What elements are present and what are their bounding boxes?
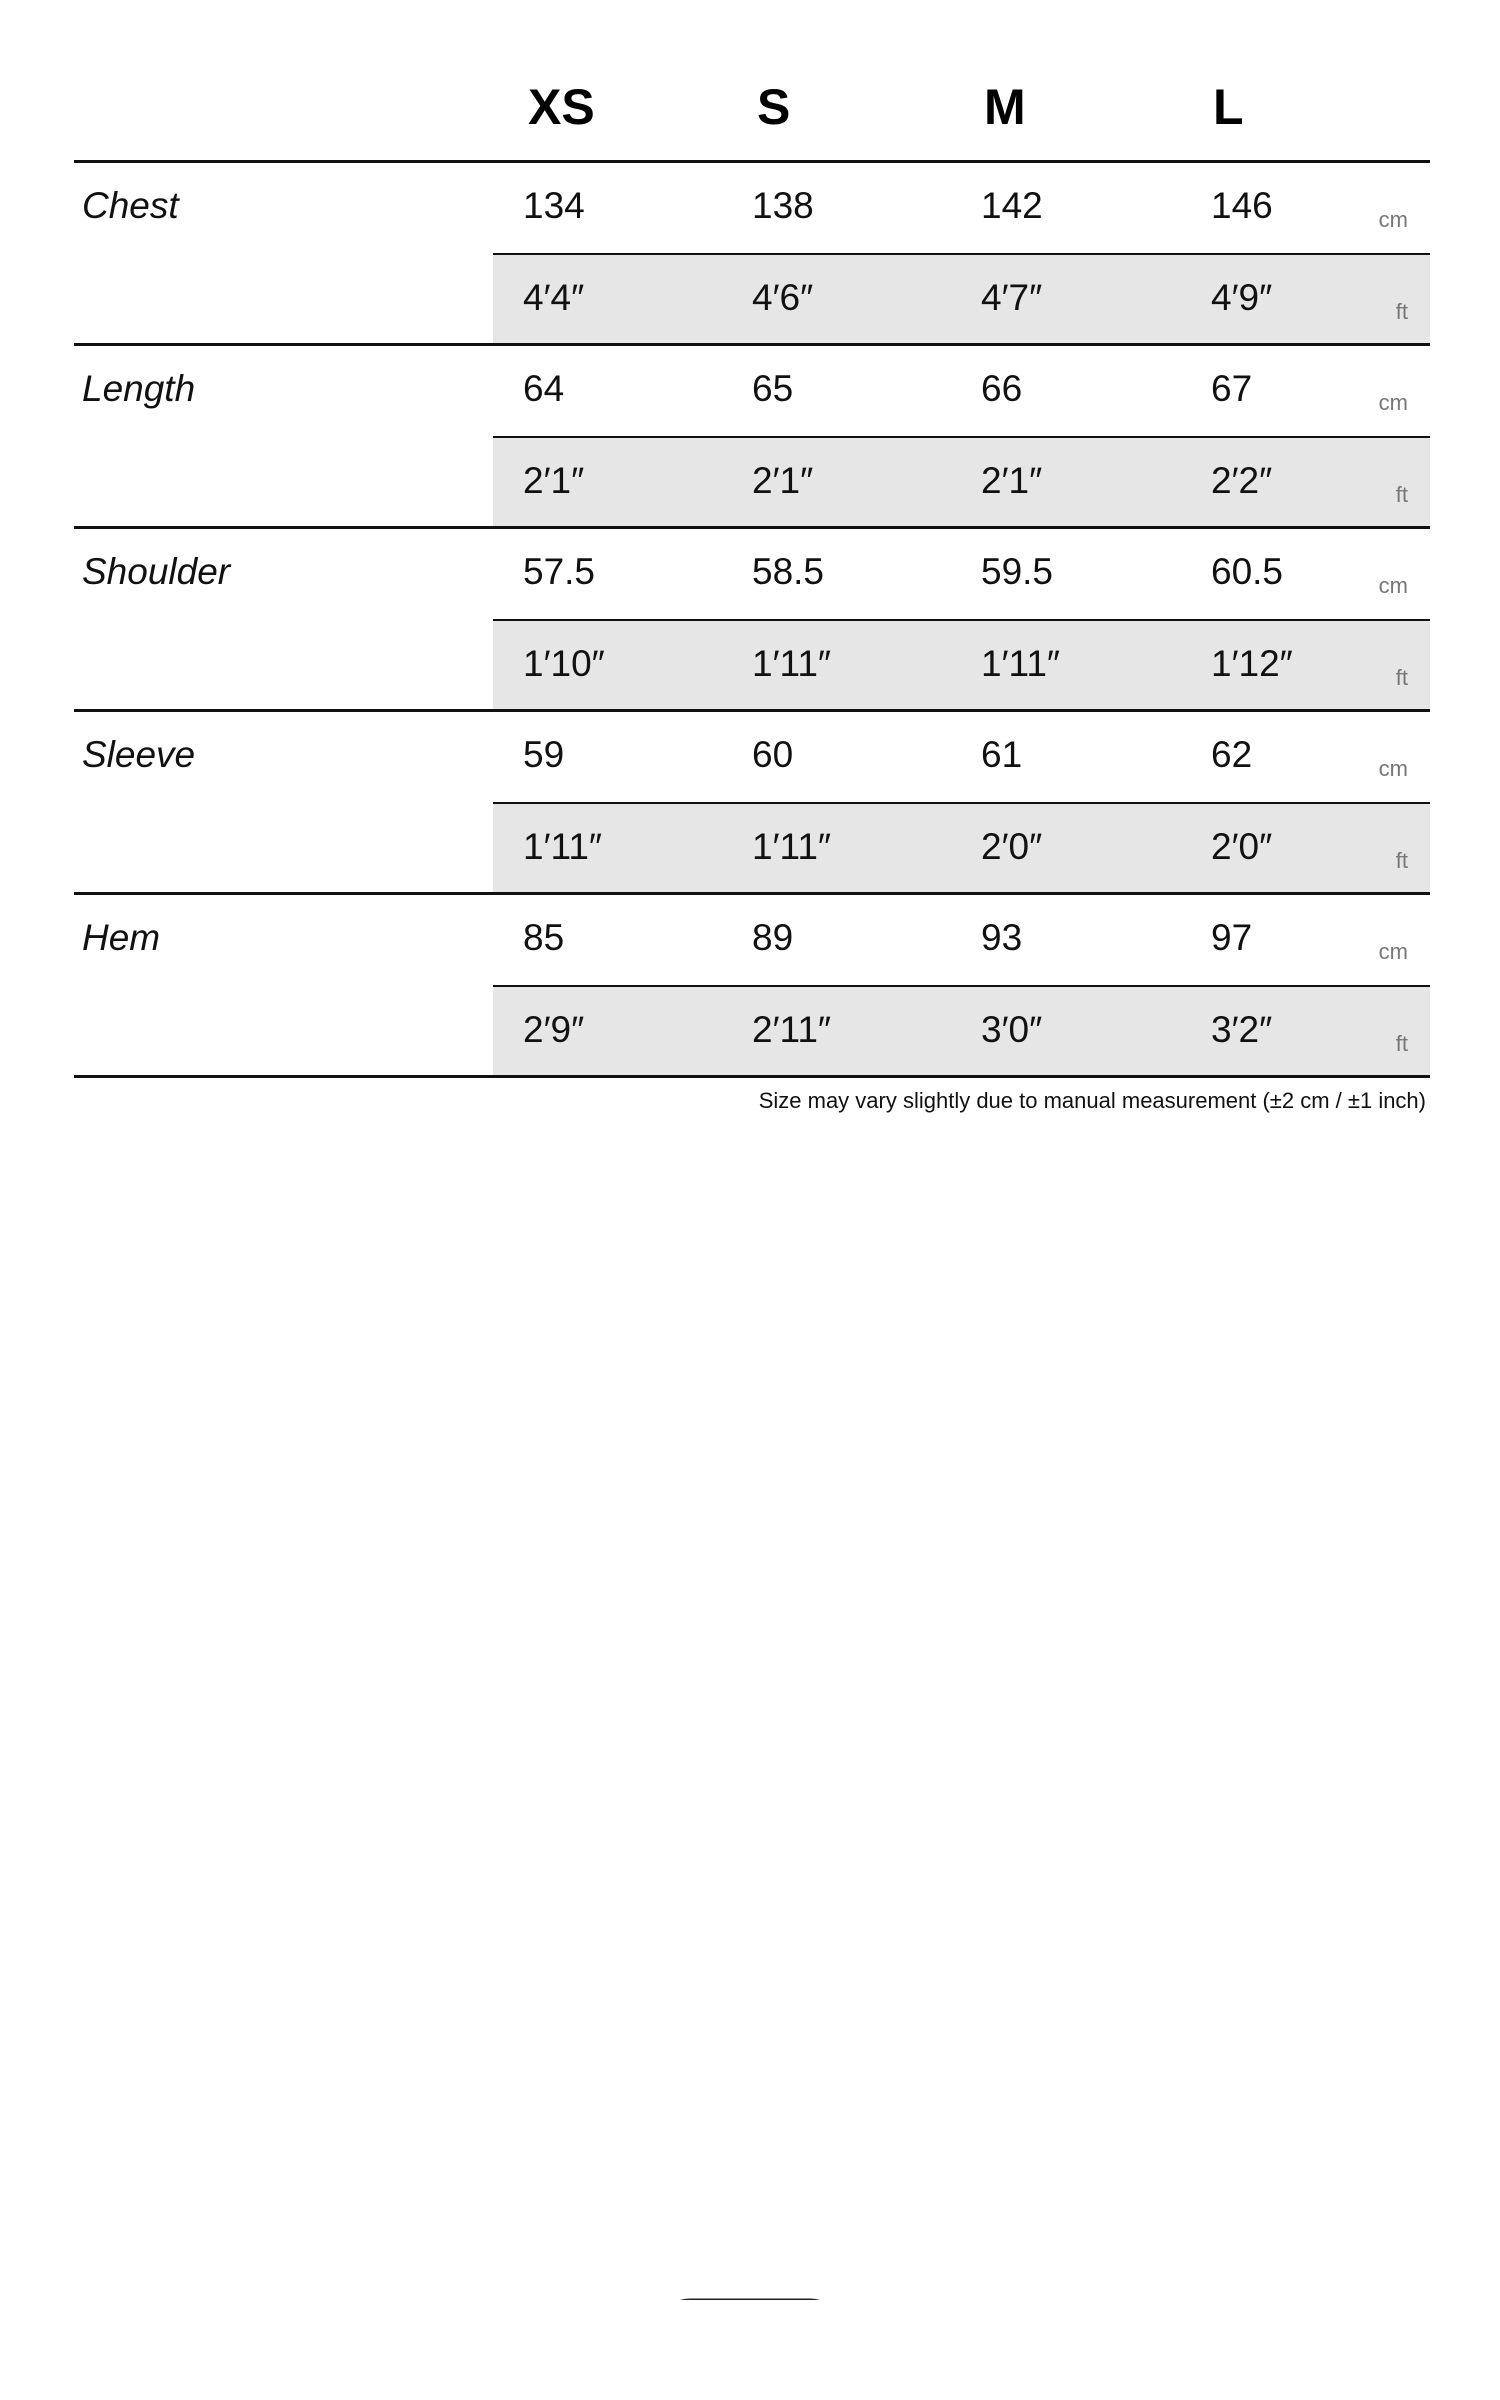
measurement-label: Chest xyxy=(82,185,179,226)
cm-row xyxy=(493,895,1430,983)
unit-ft: ft xyxy=(1395,665,1408,690)
value-cm: 59 xyxy=(523,734,565,775)
value-cm: 93 xyxy=(981,917,1023,958)
value-cm: 60 xyxy=(752,734,794,775)
value-ft: 2′0″ xyxy=(981,826,1043,867)
value-cm: 66 xyxy=(981,368,1023,409)
value-ft: 4′9″ xyxy=(1211,277,1273,318)
jacket-diagram xyxy=(0,1300,1500,2300)
value-ft: 1′11″ xyxy=(981,643,1061,684)
value-cm: 67 xyxy=(1211,368,1253,409)
value-ft: 1′11″ xyxy=(752,826,832,867)
measurement-group-shoulder xyxy=(74,526,1430,709)
ft-row xyxy=(493,985,1430,1075)
value-ft: 3′2″ xyxy=(1211,1009,1273,1050)
size-header-s: S xyxy=(757,79,791,135)
unit-ft: ft xyxy=(1395,848,1408,873)
measurement-group-length xyxy=(74,343,1430,526)
cm-row xyxy=(493,163,1430,251)
ft-row xyxy=(493,802,1430,892)
ft-row xyxy=(493,253,1430,343)
value-cm: 58.5 xyxy=(752,551,825,592)
value-cm: 134 xyxy=(523,185,585,226)
value-ft: 4′6″ xyxy=(752,277,814,318)
value-ft: 2′0″ xyxy=(1211,826,1273,867)
unit-cm: cm xyxy=(1378,939,1408,964)
size-header-xs: XS xyxy=(528,79,595,135)
value-ft: 1′10″ xyxy=(523,643,605,684)
cm-row xyxy=(493,712,1430,800)
unit-ft: ft xyxy=(1395,1031,1408,1056)
ft-row xyxy=(493,436,1430,526)
unit-ft: ft xyxy=(1395,299,1408,324)
unit-cm: cm xyxy=(1378,573,1408,598)
unit-ft: ft xyxy=(1395,482,1408,507)
unit-cm: cm xyxy=(1378,207,1408,232)
value-cm: 59.5 xyxy=(981,551,1054,592)
value-cm: 65 xyxy=(752,368,794,409)
value-cm: 97 xyxy=(1211,917,1253,958)
measurement-label: Hem xyxy=(82,917,161,958)
size-header-l: L xyxy=(1213,79,1244,135)
measurement-label: Length xyxy=(82,368,196,409)
value-ft: 4′4″ xyxy=(523,277,585,318)
value-ft: 2′11″ xyxy=(752,1009,832,1050)
measurement-note: Size may vary slightly due to manual measurement (±2 cm / ±1 inch) xyxy=(758,1088,1426,1113)
value-cm: 61 xyxy=(981,734,1023,775)
measurement-group-sleeve xyxy=(74,709,1430,892)
measurement-label: Shoulder xyxy=(82,551,231,592)
cm-row xyxy=(493,529,1430,617)
value-ft: 4′7″ xyxy=(981,277,1043,318)
value-ft: 1′12″ xyxy=(1211,643,1293,684)
value-ft: 2′2″ xyxy=(1211,460,1273,501)
value-ft: 1′11″ xyxy=(523,826,603,867)
size-header-m: M xyxy=(984,79,1026,135)
value-ft: 2′1″ xyxy=(752,460,814,501)
value-ft: 1′11″ xyxy=(752,643,832,684)
value-cm: 142 xyxy=(981,185,1043,226)
value-ft: 2′1″ xyxy=(981,460,1043,501)
value-cm: 64 xyxy=(523,368,565,409)
value-ft: 3′0″ xyxy=(981,1009,1043,1050)
value-ft: 2′1″ xyxy=(523,460,585,501)
cm-row xyxy=(493,346,1430,434)
value-ft: 2′9″ xyxy=(523,1009,585,1050)
measurement-label: Sleeve xyxy=(82,734,196,775)
value-cm: 89 xyxy=(752,917,794,958)
value-cm: 85 xyxy=(523,917,565,958)
measurement-group-chest xyxy=(74,160,1430,343)
unit-cm: cm xyxy=(1378,390,1408,415)
value-cm: 60.5 xyxy=(1211,551,1284,592)
size-table xyxy=(74,160,1430,1078)
ft-row xyxy=(493,619,1430,709)
value-cm: 57.5 xyxy=(523,551,596,592)
measurement-group-hem xyxy=(74,892,1430,1078)
value-cm: 138 xyxy=(752,185,814,226)
unit-cm: cm xyxy=(1378,756,1408,781)
value-cm: 146 xyxy=(1211,185,1273,226)
value-cm: 62 xyxy=(1211,734,1253,775)
